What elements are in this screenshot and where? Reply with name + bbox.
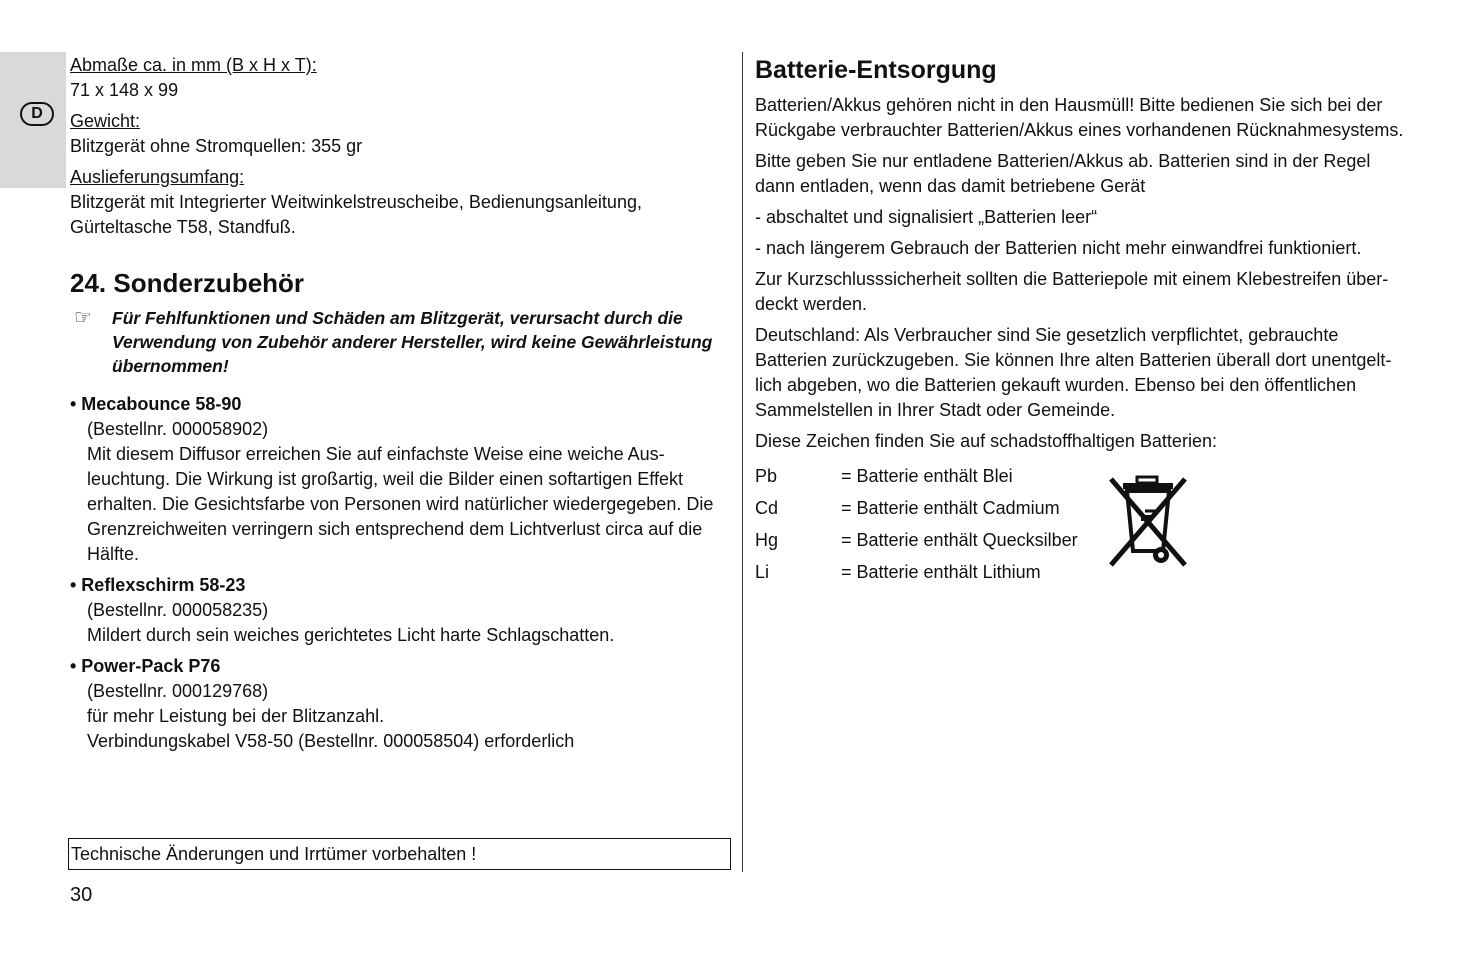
battery-symbol-row [755, 556, 1415, 588]
battery-paragraph [755, 236, 1415, 261]
battery-symbol-desc: = Batterie enthält Lithium [841, 561, 1041, 582]
paragraph-line: Batterien/Akkus gehören nicht in den Hausmüll! Bitte bedienen Sie sich bei der [755, 95, 1383, 115]
accessory-line: für mehr Leistung bei der Blitzanzahl. [87, 706, 385, 726]
paragraph-line: Batterien zurückzugeben. Sie können Ihre alten Batterien überall dort unentgelt- [755, 350, 1392, 370]
accessory-name: • Power-Pack P76 [70, 656, 221, 676]
warranty-note [70, 306, 730, 378]
battery-symbol-row [755, 492, 1415, 524]
paragraph-line: Sammelstellen in Ihrer Stadt oder Gemeinde. [755, 400, 1116, 420]
accessories-heading: 24. Sonderzubehör [70, 268, 305, 298]
warranty-note-line-1: Für Fehlfunktionen und Schäden am Blitzgerät, verursacht durch die [112, 308, 683, 328]
page-number: 30 [70, 884, 93, 906]
accessory-name: • Mecabounce 58-90 [70, 394, 242, 414]
paragraph-line: deckt werden. [755, 294, 868, 314]
delivery-value-line-2: Gürteltasche T58, Standfuß. [70, 217, 296, 237]
accessory-line: Mildert durch sein weiches gerichtetes Licht harte Schlagschatten. [87, 625, 615, 645]
battery-paragraph [755, 149, 1415, 199]
accessory-line: Verbindungskabel V58-50 (Bestellnr. 000058504) erforderlich [87, 731, 575, 751]
accessory-line: Mit diesem Diffusor erreichen Sie auf einfachste Weise eine weiche Aus- [87, 444, 665, 464]
paragraph-line: Zur Kurzschlusssicherheit sollten die Batteriepole mit einem Klebestreifen über- [755, 269, 1389, 289]
accessory-line: Grenzreichweiten verringern sich entsprechend dem Lichtverlust circa auf die [87, 519, 703, 539]
battery-symbol: Pb [755, 465, 778, 486]
battery-paragraph [755, 323, 1415, 423]
battery-symbol: Li [755, 561, 770, 582]
battery-symbol: Hg [755, 529, 779, 550]
accessory-line: leuchtung. Die Wirkung ist großartig, weil die Bilder einen softartigen Effekt [87, 469, 683, 489]
weight-label: Gewicht: [70, 111, 141, 131]
language-badge: D [20, 102, 54, 126]
battery-paragraph [755, 93, 1415, 143]
paragraph-line: Diese Zeichen finden Sie auf schadstoffhaltigen Batterien: [755, 431, 1217, 451]
battery-symbol-desc: = Batterie enthält Cadmium [841, 497, 1060, 518]
warranty-note-line-3: übernommen! [112, 356, 229, 376]
dimensions-label: Abmaße ca. in mm (B x H x T): [70, 55, 317, 75]
accessory-line: Hälfte. [87, 544, 140, 564]
battery-symbol: Cd [755, 497, 779, 518]
delivery-label: Auslieferungsumfang: [70, 167, 245, 187]
accessory-line: (Bestellnr. 000129768) [87, 681, 269, 701]
delivery-value-line-1: Blitzgerät mit Integrierter Weitwinkelstreuscheibe, Bedienungsanleitung, [70, 192, 642, 212]
battery-symbol-row [755, 524, 1415, 556]
warranty-note-line-2: Verwendung von Zubehör anderer Hersteller, wird keine Gewährleistung [112, 332, 713, 352]
paragraph-line: - nach längerem Gebrauch der Batterien nicht mehr einwandfrei funktioniert. [755, 238, 1362, 258]
specifications [70, 53, 730, 240]
battery-paragraph [755, 205, 1415, 230]
accessory-item-reflexschirm [70, 573, 730, 648]
weight-value: Blitzgerät ohne Stromquellen: 355 gr [70, 136, 363, 156]
paragraph-line: Bitte geben Sie nur entladene Batterien/Akkus ab. Batterien sind in der Regel [755, 151, 1371, 171]
battery-paragraph [755, 429, 1415, 454]
battery-disposal-heading: Batterie-Entsorgung [755, 56, 997, 84]
accessory-line: (Bestellnr. 000058902) [87, 419, 269, 439]
accessory-item-power-pack [70, 654, 730, 754]
right-column [755, 53, 1415, 588]
left-column [70, 53, 730, 760]
battery-paragraph [755, 267, 1415, 317]
dimensions-value: 71 x 148 x 99 [70, 80, 179, 100]
pointing-hand-icon: ☞ [74, 307, 92, 329]
accessory-item-mecabounce [70, 392, 730, 567]
paragraph-line: - abschaltet und signalisiert „Batterien leer“ [755, 207, 1098, 227]
accessory-line: (Bestellnr. 000058235) [87, 600, 269, 620]
column-divider [742, 52, 743, 872]
accessory-line: erhalten. Die Gesichtsfarbe von Personen wird natürlicher wiedergegeben. Die [87, 494, 714, 514]
paragraph-line: Deutschland: Als Verbraucher sind Sie gesetzlich verpflichtet, gebrauchte [755, 325, 1339, 345]
battery-symbol-table [755, 460, 1415, 588]
accessory-name: • Reflexschirm 58-23 [70, 575, 246, 595]
paragraph-line: Rückgabe verbrauchter Batterien/Akkus eines vorhandenen Rücknahmesystems. [755, 120, 1404, 140]
battery-symbol-desc: = Batterie enthält Blei [841, 465, 1013, 486]
disclaimer-box: Technische Änderungen und Irrtümer vorbehalten ! [68, 838, 731, 870]
battery-symbol-row [755, 460, 1415, 492]
paragraph-line: lich abgeben, wo die Batterien gekauft wurden. Ebenso bei den öffentlichen [755, 375, 1357, 395]
battery-symbol-desc: = Batterie enthält Quecksilber [841, 529, 1078, 550]
paragraph-line: dann entladen, wenn das damit betriebene Gerät [755, 176, 1146, 196]
crossed-out-wheelie-bin-icon [1105, 471, 1191, 569]
